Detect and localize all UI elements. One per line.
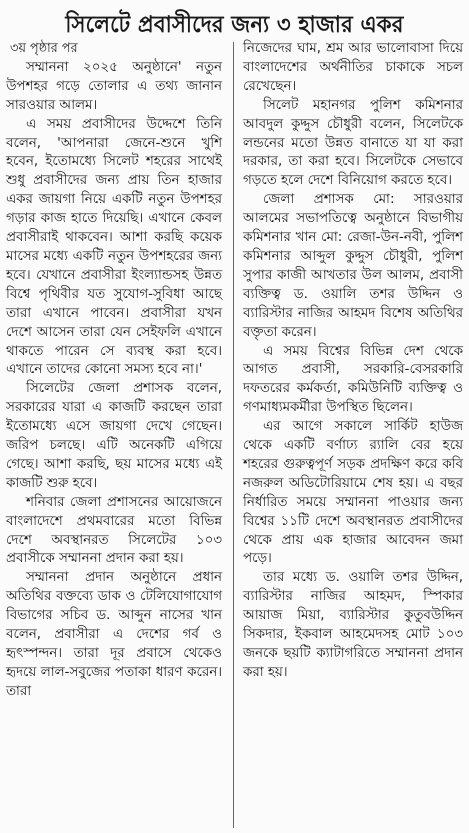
- paragraph: তার মধ্যে ড. ওয়ালি তশর উদ্দিন, ব্যারিস্টার নাজির আহমদ, স্পিকার আয়াজ মিয়া, ব্যারিস্টার কুতুবউদ্দিন সিকদার, ইকবাল আহমেদসহ মোট ১০৩ জনকে ছয়টি ক্যাটাগরিতে সম্মাননা প্রদান করা হয়।: [243, 570, 463, 680]
- left-column: [6, 40, 222, 702]
- paragraph: সম্মাননা ২০২৫ অনুষ্ঠানে' নতুন উপশহর গড়ে তোলার এ তথ্য জানান সারওয়ার আলম।: [6, 59, 222, 113]
- paragraph: সিলেটের জেলা প্রশাসক বলেন, সরকারের যারা এ কাজটি করছেন তারা ইতোমধ্যে এসে জায়গা দেখে গেছেন। জরিপ চলছে। এটি অনেকটি এগিয়ে গেছে। আশা করছি, ছয় মাসের মধ্যে এই কাজটি শুরু হবে।: [6, 381, 222, 491]
- paragraph: শনিবার জেলা প্রশাসনের আয়োজনে বাংলাদেশে প্রথমবারের মতো বিভিন্ন দেশে অবস্থানরত সিলেটের ১০৩ প্রবাসীকে সম্মাননা প্রদান করা হয়।: [6, 494, 222, 567]
- continued-from-label: ৩য় পৃষ্ঠার পর: [10, 41, 78, 56]
- paragraph: এর আগে সকালে সার্কিট হাউজ থেকে একটি বর্ণাঢ্য র‌্যালি বের হয়ে শহরের গুরুত্বপূর্ণ সড়ক প্রদক্ষিণ করে কবি নজরুল অডিটোরিয়ামে শেষ হয়। এ বছর নির্ধারিত সময়ে সম্মাননা পাওয়ার জন্য বিশ্বের ১১টি দেশে অবস্থানরত প্রবাসীদের থেকে প্রায় এক হাজার আবেদন জমা পড়ে।: [243, 419, 463, 567]
- paragraph: সিলেট মহানগর পুলিশ কমিশনার আবদুল কুদ্দুস চৌধুরী বলেন, সিলেটকে লন্ডনের মতো উন্নত বানাতে যা যা করা দরকার, তা করা হবে। সিলেটকে সেভাবে গড়তে হলে দেশে বিনিয়োগ করতে হবে।: [243, 97, 463, 189]
- paragraph: এ সময় বিশ্বের বিভিন্ন দেশ থেকে আগত প্রবাসী, সরকারি-বেসরকারি দফতরের কর্মকর্তা, কমিউনিটি ব্যক্তিত্ব ও গণমাধ্যমকর্মীরা উপস্থিত ছিলেন।: [243, 343, 463, 416]
- paragraph: নিজেদের ঘাম, শ্রম আর ভালোবাসা দিয়ে বাংলাদেশের অর্থনীতির চাকাকে সচল রেখেছেন।: [243, 41, 463, 94]
- paragraph: জেলা প্রশাসক মো: সারওয়ার আলমের সভাপতিত্বে অনুষ্ঠানে বিভাগীয় কমিশনার খান মো: রেজা-উন-নবী, পুলিশ কমিশনার আব্দুল কুদ্দুস চৌধুরী, পুলিশ সুপার কাজী আখতার উল আলম, প্রবাসী ব্যক্তিত্ব ড. ওয়ালি তশর উদ্দিন ও ব্যারিস্টার নাজির আহমদ বিশেষ অতিথির বক্তৃতা করেন।: [243, 192, 463, 340]
- headline: সিলেটে প্রবাসীদের জন্য ৩ হাজার একর: [65, 12, 404, 38]
- right-column: [243, 40, 463, 683]
- paragraph: সম্মাননা প্রদান অনুষ্ঠানে প্রধান অতিথির বক্তব্যে ডাক ও টেলিযোগাযোগ বিভাগের সচিব ড. আব্দুন নাসের খান বলেন, প্রবাসীরা এ দেশের গর্ব ও হৃৎস্পন্দন। তারা দূর প্রবাসে থেকেও হৃদয়ে লাল-সবুজের পতাকা ধারণ করেন। তারা: [6, 570, 222, 699]
- paragraph: এ সময় প্রবাসীদের উদ্দেশে তিনি বলেন, 'আপনারা জেনে-শুনে খুশি হবেন, ইতোমধ্যে সিলেট শহরের সাথেই শুধু প্রবাসীদের জন্য প্রায় তিন হাজার একর জায়গা নিয়ে একটি নতুন উপশহর গড়ার কাজ হাতে দিয়েছি। এখানে কেবল প্রবাসীরাই থাকবেন। আশা করছি কয়েক মাসের মধ্যে একটি নতুন উপশহরের জন্য হবে। যেখানে প্রবাসীরা ইংল্যান্ডসহ উন্নত বিশ্বে পৃথিবীর যত সুযোগ-সুবিধা আছে তারা এখানে পাবেন। প্রবাসীরা যখন দেশে আসেন তারা যেন সেইফলি এখানে থাকতে পারেন সে ব্যবস্থ করা হবে। এখানে তাদের কোনো সমস্য হবে না।': [6, 116, 222, 378]
- column-divider: [233, 42, 234, 828]
